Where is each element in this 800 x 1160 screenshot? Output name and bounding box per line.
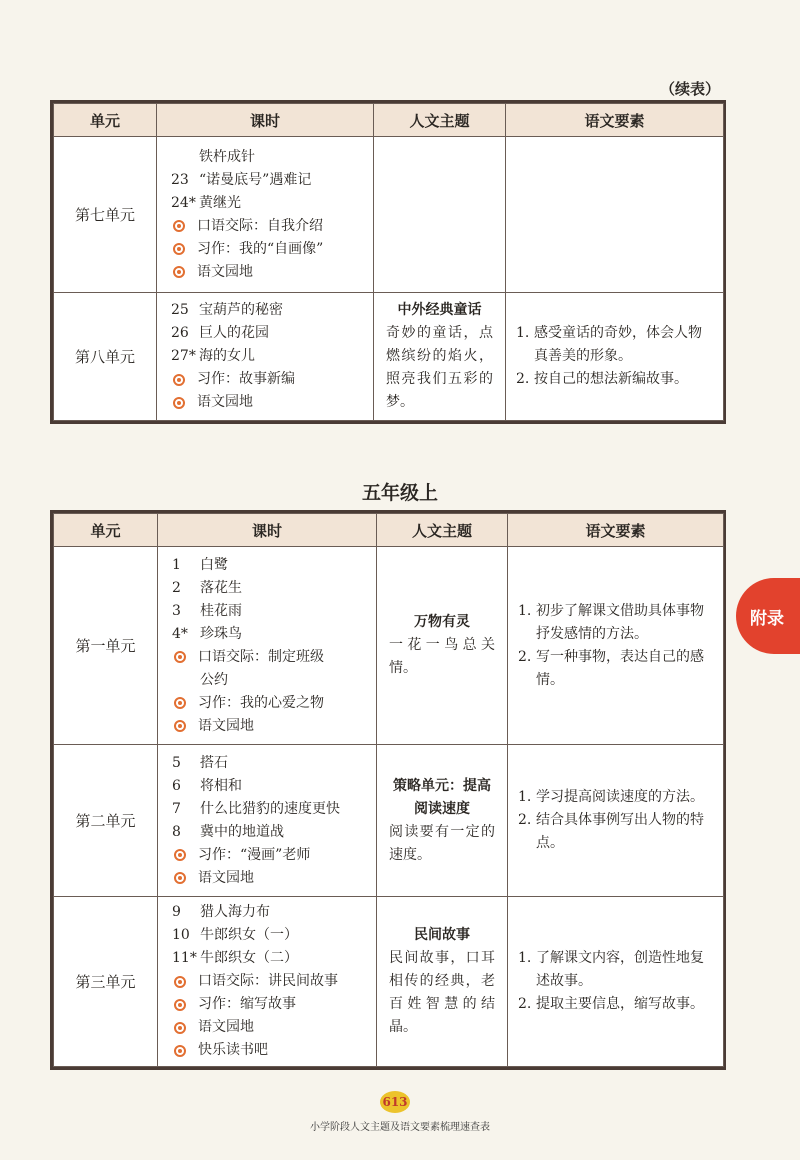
lesson-title: 海的女儿: [199, 348, 255, 364]
page-number: 613: [380, 1091, 410, 1113]
page-footer: 小学阶段人文主题及语文要素梳理速查表: [310, 1122, 490, 1133]
element-item: [518, 646, 713, 692]
lesson-title: 口语交际：自我介绍: [197, 217, 323, 234]
lesson-item: [172, 947, 368, 970]
lesson-item: [171, 322, 365, 345]
element-number: 2.: [518, 996, 532, 1012]
lesson-item: [172, 1016, 368, 1039]
theme-cell: [377, 547, 508, 745]
theme-description: 民间故事，口耳相传的经典，老百姓智慧的结晶。: [389, 950, 495, 1035]
bullseye-icon: [173, 374, 185, 386]
lesson-title: 桂花雨: [200, 602, 242, 619]
element-number: 1.: [516, 325, 530, 341]
bullseye-icon: [174, 999, 186, 1011]
lesson-item: [171, 169, 365, 192]
element-item: [516, 368, 713, 391]
appendix-tab[interactable]: 附录: [736, 578, 800, 654]
elements-cell: [508, 897, 724, 1067]
lesson-title: 语文园地: [198, 869, 254, 886]
theme-cell: [377, 897, 508, 1067]
lesson-item: [172, 692, 368, 715]
lesson-number: 9: [172, 904, 181, 920]
lesson-title: 铁杵成针: [199, 148, 255, 165]
lesson-number: 8: [172, 823, 181, 840]
lesson-item: [172, 798, 368, 821]
lesson-item: [172, 752, 368, 775]
table-row: [54, 745, 724, 897]
lesson-item: [172, 821, 368, 844]
lesson-title: 珍珠鸟: [200, 625, 242, 642]
element-item: [518, 947, 713, 993]
lessons-cell: [157, 293, 374, 421]
table-row: [54, 547, 724, 745]
header-theme: 人文主题: [374, 104, 506, 137]
table-continued: [50, 100, 726, 424]
lesson-item: [172, 924, 368, 947]
bullseye-icon: [174, 1045, 186, 1057]
lesson-item: [172, 669, 368, 692]
lesson-title: 习作：“漫画”老师: [198, 846, 311, 863]
unit-cell: 第一单元: [54, 547, 158, 745]
theme-cell: [374, 293, 506, 421]
element-text: 初步了解课文借助具体事物抒发感情的方法。: [536, 602, 704, 642]
table-row: [54, 897, 724, 1067]
table-row: [54, 293, 724, 421]
lesson-number: 2: [172, 579, 181, 596]
lesson-item: [172, 775, 368, 798]
lesson-item: [172, 600, 368, 623]
lesson-title: 什么比猎豹的速度更快: [200, 800, 340, 817]
lesson-number: 23: [171, 171, 189, 188]
lesson-title: 口语交际：讲民间故事: [198, 973, 338, 989]
bullseye-icon: [174, 872, 186, 884]
lessons-cell: [158, 897, 377, 1067]
lesson-item: [172, 623, 368, 646]
lesson-item: [171, 215, 365, 238]
lesson-title: 黄继光: [199, 194, 241, 211]
theme-cell: [374, 137, 506, 293]
element-text: 写一种事物，表达自己的感情。: [536, 648, 704, 688]
lesson-number: 24*: [171, 194, 196, 211]
unit-cell: 第三单元: [54, 897, 158, 1067]
element-item: [518, 786, 713, 809]
lesson-item: [171, 261, 365, 284]
lesson-number: 1: [172, 556, 181, 573]
bullseye-icon: [173, 397, 185, 409]
lesson-title: 习作：我的心爱之物: [198, 694, 324, 711]
bullseye-icon: [173, 266, 185, 278]
lesson-item: [171, 238, 365, 261]
lesson-title: 习作：我的“自画像”: [197, 240, 324, 257]
element-item: [518, 600, 713, 646]
lesson-title: 将相和: [200, 777, 242, 794]
theme-title: 民间故事: [414, 927, 470, 943]
bullseye-icon: [174, 976, 186, 988]
element-item: [518, 809, 713, 855]
lesson-title: 搭石: [200, 754, 228, 771]
lesson-item: [172, 993, 368, 1016]
lesson-title: 宝葫芦的秘密: [199, 302, 283, 318]
header-theme: 人文主题: [377, 514, 508, 547]
lesson-item: [172, 901, 368, 924]
table-grade5-first: [50, 510, 726, 1070]
theme-title: 策略单元：提高阅读速度: [393, 777, 491, 817]
header-lessons: 课时: [158, 514, 377, 547]
header-lessons: 课时: [157, 104, 374, 137]
element-number: 1.: [518, 602, 532, 619]
bullseye-icon: [174, 849, 186, 861]
unit-cell: 第七单元: [54, 137, 157, 293]
header-row: [54, 514, 724, 547]
element-item: [518, 993, 713, 1016]
lesson-number: 4*: [172, 625, 188, 642]
lesson-title: 语文园地: [197, 394, 253, 410]
lesson-title: 习作：缩写故事: [198, 996, 296, 1012]
lesson-title: 快乐读书吧: [198, 1042, 268, 1058]
theme-cell: [377, 745, 508, 897]
lesson-item: [172, 844, 368, 867]
theme-description: 一花一鸟总关情。: [389, 637, 495, 676]
elements-cell: [508, 745, 724, 897]
lesson-title: 牛郎织女（二）: [200, 950, 298, 966]
header-unit: 单元: [54, 104, 157, 137]
element-number: 1.: [518, 950, 532, 966]
table-body: [54, 137, 724, 421]
lesson-title: 牛郎织女（一）: [200, 927, 298, 943]
lesson-item: [172, 970, 368, 993]
element-number: 2.: [518, 812, 532, 828]
lesson-number: 11*: [172, 950, 197, 966]
lesson-item: [172, 867, 368, 890]
lesson-title: 巨人的花园: [199, 325, 269, 341]
header-elements: 语文要素: [508, 514, 724, 547]
element-number: 2.: [516, 371, 530, 387]
theme-description: 阅读要有一定的速度。: [389, 823, 495, 863]
element-number: 2.: [518, 648, 532, 665]
table-body: [54, 547, 724, 1067]
lesson-number: 10: [172, 927, 190, 943]
lesson-item: [171, 192, 365, 215]
lesson-title: 语文园地: [198, 1019, 254, 1035]
header-elements: 语文要素: [506, 104, 724, 137]
elements-cell: [508, 547, 724, 745]
lesson-item: [171, 345, 365, 368]
lessons-cell: [158, 745, 377, 897]
lesson-number: 26: [171, 325, 189, 341]
lesson-item: [171, 146, 365, 169]
element-item: [516, 322, 713, 368]
lesson-title: 落花生: [200, 579, 242, 596]
lesson-title: “诺曼底号”遇难记: [199, 171, 312, 188]
lesson-item: [172, 577, 368, 600]
lesson-item: [171, 391, 365, 414]
unit-cell: 第二单元: [54, 745, 158, 897]
lesson-number: 5: [172, 754, 181, 771]
lesson-title: 口语交际：制定班级: [198, 648, 324, 665]
lesson-item: [171, 368, 365, 391]
lesson-number: 3: [172, 602, 181, 619]
lesson-number: 7: [172, 800, 181, 817]
elements-cell: [506, 137, 724, 293]
lesson-title: 公约: [200, 671, 228, 688]
lessons-cell: [157, 137, 374, 293]
element-text: 了解课文内容，创造性地复述故事。: [536, 950, 704, 989]
grade-title: 五年级上: [361, 482, 438, 504]
lesson-item: [172, 554, 368, 577]
unit-cell: 第八单元: [54, 293, 157, 421]
lesson-title: 冀中的地道战: [200, 823, 284, 840]
lesson-title: 白鹭: [200, 556, 228, 573]
theme-title: 万物有灵: [414, 614, 470, 630]
lessons-cell: [158, 547, 377, 745]
lesson-item: [172, 646, 368, 669]
bullseye-icon: [174, 651, 186, 663]
lesson-title: 习作：故事新编: [197, 371, 295, 387]
lesson-number: 25: [171, 302, 189, 318]
lesson-title: 语文园地: [197, 263, 253, 280]
lesson-item: [171, 299, 365, 322]
header-row: [54, 104, 724, 137]
elements-cell: [506, 293, 724, 421]
bullseye-icon: [173, 220, 185, 232]
lesson-title: 猎人海力布: [200, 904, 270, 920]
table-row: [54, 137, 724, 293]
element-number: 1.: [518, 789, 532, 805]
theme-title: 中外经典童话: [397, 302, 482, 318]
element-text: 按自己的想法新编故事。: [534, 371, 688, 387]
lesson-item: [172, 1039, 368, 1062]
element-text: 学习提高阅读速度的方法。: [536, 789, 704, 805]
continued-label: （续表）: [659, 80, 720, 98]
bullseye-icon: [174, 697, 186, 709]
lesson-number: 27*: [171, 348, 196, 364]
bullseye-icon: [174, 720, 186, 732]
bullseye-icon: [173, 243, 185, 255]
theme-description: 奇妙的童话，点燃缤纷的焰火，照亮我们五彩的梦。: [386, 325, 493, 410]
lesson-title: 语文园地: [198, 717, 254, 734]
element-text: 提取主要信息，缩写故事。: [536, 996, 704, 1012]
header-unit: 单元: [54, 514, 158, 547]
bullseye-icon: [174, 1022, 186, 1034]
element-text: 感受童话的奇妙，体会人物真善美的形象。: [534, 325, 702, 364]
lesson-number: 6: [172, 777, 181, 794]
lesson-item: [172, 715, 368, 738]
element-text: 结合具体事例写出人物的特点。: [536, 812, 704, 851]
